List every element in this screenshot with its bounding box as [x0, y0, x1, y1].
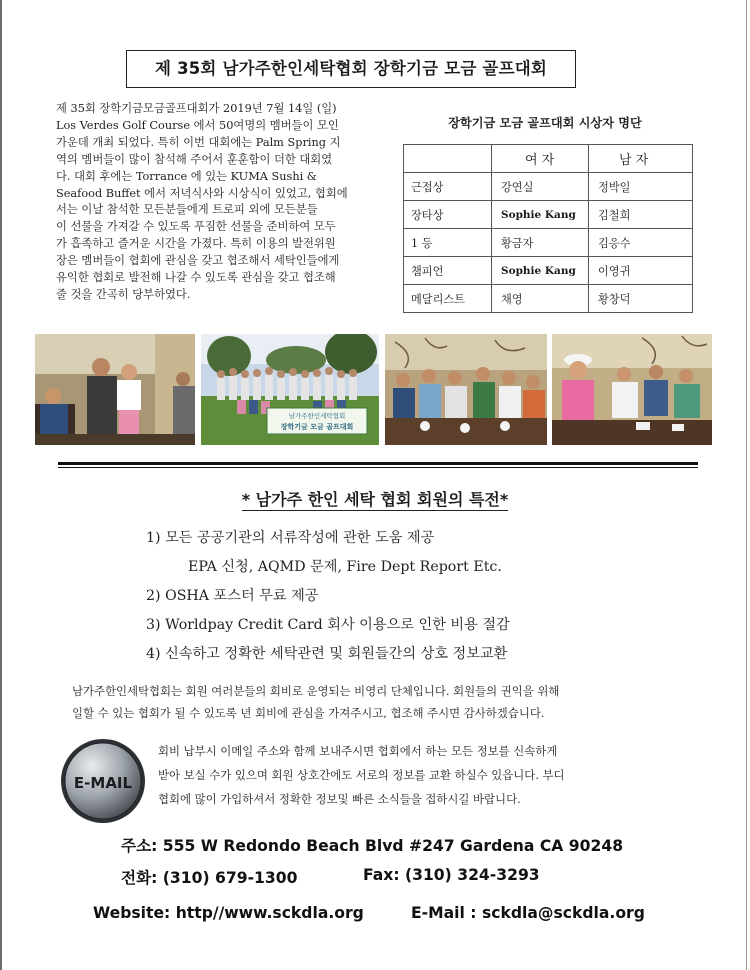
intro-line: Los Verdes Golf Course 에서 50여명의 멤버들이 모인 [56, 118, 339, 132]
banner-line-1: 남가주한인세탁협회 [288, 412, 346, 420]
male-winner-cell: 정박일 [589, 173, 693, 201]
fax-text: Fax: (310) 324-3293 [363, 866, 540, 884]
male-winner-cell: 황창덕 [589, 285, 693, 313]
intro-line: 유익한 협회로 발전해 나갈 수 있도록 관심을 갖고 협조해 [56, 271, 336, 285]
benefits-title [0, 487, 750, 510]
website-link[interactable]: Website: http//www.sckdla.org [93, 904, 364, 922]
winners-title: 장학기금 모금 골프대회 시상자 명단 [448, 116, 642, 130]
female-winner-cell: 황금자 [492, 229, 589, 257]
email-note [158, 739, 698, 811]
photo-dinner-table [385, 334, 547, 445]
intro-line: 서는 이날 참석한 모든분들에게 트로피 외에 모든분들 [56, 203, 318, 217]
intro-line: 다. 대회 후에는 Torrance 에 있는 KUMA Sushi & [56, 169, 317, 183]
table-row [404, 173, 693, 201]
phone-text: 전화: (310) 679-1300 [121, 869, 298, 887]
email-note-line: 받아 보실 수가 있으며 회원 상호간에도 서로의 정보를 교환 하실수 있읍니다. 부디 [158, 768, 565, 782]
notice-line: 일할 수 있는 협회가 될 수 있도록 년 회비에 관심을 가져주시고, 협조해 주시면 감사하겠습니다. [72, 705, 545, 720]
male-winner-cell: 김응수 [589, 229, 693, 257]
intro-line: 가운데 개최 되었다. 특히 이번 대회에는 Palm Spring 지 [56, 135, 341, 149]
table-row [404, 285, 693, 313]
nonprofit-notice [72, 681, 694, 724]
email-link[interactable]: E-Mail : sckdla@sckdla.org [411, 904, 645, 922]
female-winner-cell: 강연실 [492, 173, 589, 201]
email-badge-graphic [60, 738, 146, 824]
photo-dinner-image [385, 334, 547, 445]
notice-line: 남가주한인세탁협회는 회원 여러분들의 회비로 운영되는 비영리 단체입니다. 회원들의 권익을 위해 [72, 684, 560, 698]
header-award [404, 145, 492, 173]
intro-line: 가 흡족하고 즐거운 시간을 가졌다. 특히 이용의 발전위원 [56, 237, 336, 251]
list-item: 3) Worldpay Credit Card 회사 이용으로 인한 비용 절감 [146, 617, 510, 633]
header-female: 여 자 [492, 145, 589, 173]
page-edge-left [0, 0, 2, 970]
award-cell: 장타상 [404, 201, 492, 229]
email-note-line: 협회에 많이 가입하셔서 정확한 정보및 빠른 소식들을 접하시길 바랍니다. [158, 792, 521, 806]
female-winner-cell: Sophie Kang [492, 257, 589, 285]
male-winner-cell: 김철희 [589, 201, 693, 229]
banner-line-2: 장학기금 모금 골프대회 [280, 423, 354, 431]
email-badge-label: E-MAIL [73, 774, 133, 792]
list-item: EPA 신청, AQMD 문제, Fire Dept Report Etc. [188, 559, 502, 575]
section-divider [58, 462, 698, 465]
photo-group-image [201, 334, 379, 445]
section-divider-thin [58, 467, 698, 468]
list-item: 1) 모든 공공기관의 서류작성에 관한 도움 제공 [146, 530, 435, 546]
winners-section [403, 111, 693, 313]
photo-group-lawn [201, 334, 379, 445]
intro-line: 장은 멤버들이 협회에 관심을 갖고 협조해서 세탁인들에게 [56, 254, 340, 268]
female-winner-cell: 채영 [492, 285, 589, 313]
list-item: 4) 신속하고 정확한 세탁관련 및 회원들간의 상호 정보교환 [146, 646, 508, 662]
award-cell: 메달리스트 [404, 285, 492, 313]
winners-table [403, 144, 693, 313]
award-cell: 근접상 [404, 173, 492, 201]
photo-couple-image [35, 334, 195, 445]
intro-line: 역의 멤버들이 많이 참석해 주어서 훈훈함이 더한 대회였 [56, 152, 333, 166]
award-cell: 챔피언 [404, 257, 492, 285]
winners-header-row [404, 145, 693, 173]
intro-line: 이 선물을 가져갈 수 있도록 푸짐한 선물을 준비하여 모두 [56, 220, 336, 234]
intro-line: 줄 것을 간곡히 당부하였다. [56, 287, 191, 301]
male-winner-cell: 이영귀 [589, 257, 693, 285]
page-edge-right [746, 0, 747, 970]
benefits-list [146, 524, 510, 669]
photo-restaurant-women [552, 334, 712, 445]
intro-paragraph [56, 101, 378, 304]
table-row [404, 201, 693, 229]
intro-line: Seafood Buffet 에서 저녁식사와 시상식이 있었고, 협회에 [56, 186, 348, 200]
photo-restaurant-image [552, 334, 712, 445]
email-badge-icon [60, 738, 146, 824]
email-note-line: 회비 납부시 이메일 주소와 함께 보내주시면 협회에서 하는 모든 정보를 신속하게 [158, 744, 558, 758]
table-row [404, 257, 693, 285]
list-item: 2) OSHA 포스터 무료 제공 [146, 588, 319, 604]
table-row [404, 229, 693, 257]
intro-line: 제 35회 장학기금모금골프대회가 2019년 7월 14일 (일) [56, 102, 337, 115]
page-title: 제 35회 남가주한인세탁협회 장학기금 모금 골프대회 [126, 50, 576, 88]
address-text: 주소: 555 W Redondo Beach Blvd #247 Gardena CA 90248 [121, 837, 624, 855]
benefits-title-text: * 남가주 한인 세탁 협회 회원의 특전* [241, 490, 509, 509]
award-cell: 1 등 [404, 229, 492, 257]
female-winner-cell: Sophie Kang [492, 201, 589, 229]
photo-couple-banquet [35, 334, 195, 445]
header-male: 남 자 [589, 145, 693, 173]
